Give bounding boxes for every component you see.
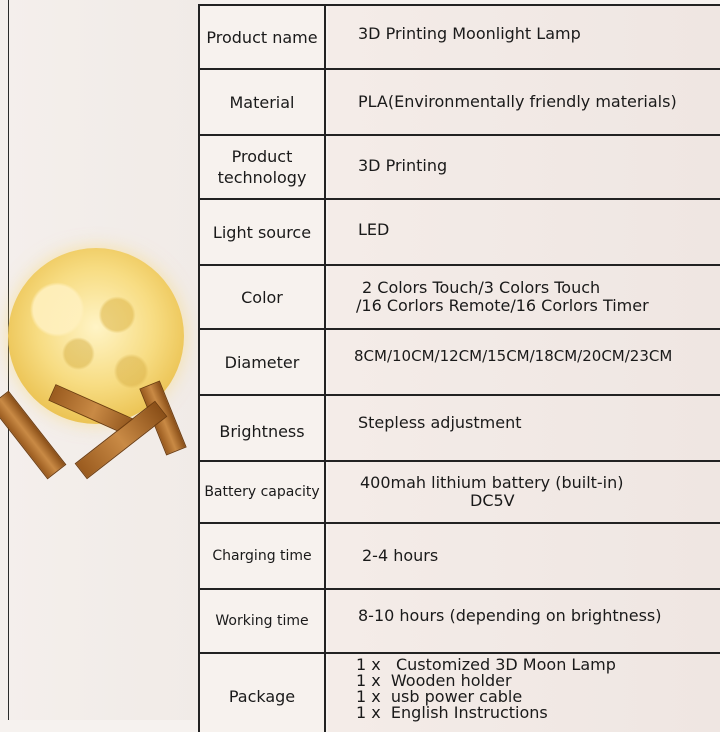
spec-label: Brightness (198, 396, 326, 460)
product-image-panel (0, 0, 200, 720)
spec-value: Stepless adjustment (358, 413, 522, 432)
spec-value: LED (358, 220, 390, 239)
table-row (198, 198, 720, 266)
spec-label: Package (198, 654, 326, 732)
spec-value: 2-4 hours (362, 546, 439, 565)
table-row (198, 134, 720, 200)
table-row (198, 522, 720, 590)
table-row (198, 460, 720, 524)
spec-value: 3D Printing Moonlight Lamp (358, 24, 581, 43)
spec-label: Material (198, 70, 326, 134)
table-row (198, 328, 720, 396)
spec-label: Color (198, 266, 326, 328)
table-row (198, 394, 720, 462)
spec-value-line: 1 x Wooden holder (356, 671, 512, 690)
table-row (198, 4, 720, 70)
spec-value-line: DC5V (470, 491, 515, 510)
spec-label: Charging time (198, 524, 326, 588)
table-row (198, 264, 720, 330)
spec-label: Light source (198, 200, 326, 264)
wooden-stand (8, 368, 188, 488)
spec-value-line: 1 x usb power cable (356, 687, 523, 706)
spec-value-line: /16 Corlors Remote/16 Corlors Timer (356, 296, 649, 315)
table-row (198, 652, 720, 732)
moon-lamp-image (8, 248, 188, 488)
spec-value-line: 1 x English Instructions (356, 703, 548, 722)
spec-label: Working time (198, 590, 326, 652)
spec-value: 8-10 hours (depending on brightness) (358, 606, 662, 625)
spec-value: 8CM/10CM/12CM/15CM/18CM/20CM/23CM (354, 347, 673, 365)
spec-value: 3D Printing (358, 156, 448, 175)
table-row (198, 588, 720, 654)
spec-label: Diameter (198, 330, 326, 394)
spec-value-line: 1 x Customized 3D Moon Lamp (356, 655, 616, 674)
spec-label: Battery capacity (198, 462, 326, 522)
spec-value-line: 400mah lithium battery (built-in) (360, 473, 624, 492)
spec-table (198, 0, 720, 720)
spec-label: Product name (198, 6, 326, 68)
table-row (198, 68, 720, 136)
spec-value: PLA(Environmentally friendly materials) (358, 92, 677, 111)
spec-label: Product technology (198, 136, 326, 198)
spec-value-line: 2 Colors Touch/3 Colors Touch (362, 278, 601, 297)
